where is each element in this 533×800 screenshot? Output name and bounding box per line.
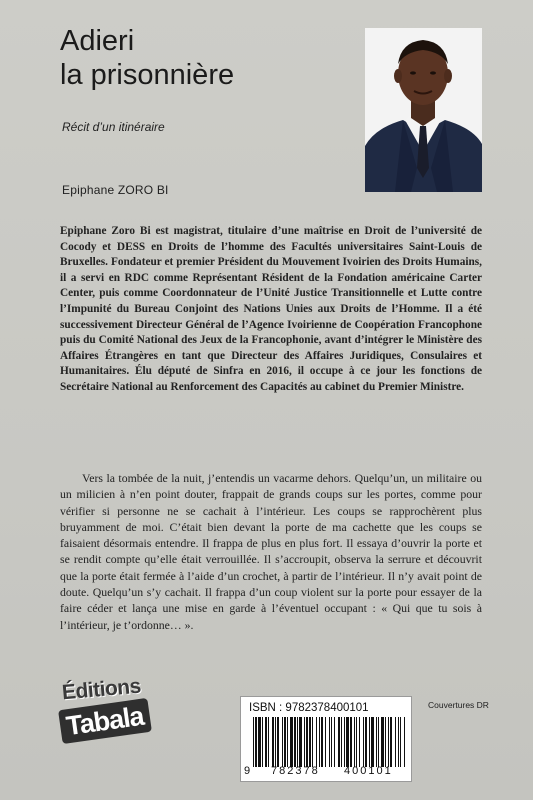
author-portrait-image [365, 28, 482, 192]
publisher-logo-line-1: Éditions [61, 674, 142, 705]
barcode-icon [253, 717, 405, 767]
author-name: Epiphane ZORO BI [62, 183, 169, 197]
book-title-line-2: la prisonnière [60, 59, 235, 91]
barcode-digits [241, 765, 413, 779]
cover-credits: Couvertures DR [428, 700, 489, 710]
publisher-logo [58, 674, 162, 758]
barcode-digit-group-1: 782378 [271, 765, 320, 777]
isbn-barcode-box [240, 696, 412, 782]
barcode-digit-first: 9 [244, 765, 251, 777]
book-excerpt: Vers la tombée de la nuit, j’entendis un vacarme dehors. Quelqu’un, un militaire ou un milicien à n’en point douter, frappait de grands coups sur les portes, comme pour vérifier si personne ne se cachait à l’intérieur. Les coups se rapprochèrent plus bruyamment de moi. C’était bien devant la porte de ma cachette que les coups se faisaient désormais entendre. Il frappa de plus en plus fort. Il essaya d’ouvrir la porte et se rendit compte qu’elle était verrouillée. Il s’accroupit, observa la serrure et découvrit que la porte était fermée à l’aide d’un crochet, à partir de l’intérieur. Il n’y avait point de doute. Quelqu’un s’y cachait. Il frappa d’un coup violent sur la porte pour essayer de la faire céder et lança une mise en garde à l’éventuel occupant : « Qui que tu sois à l’intérieur, je t’ordonne… ». [60, 471, 482, 632]
book-subtitle: Récit d’un itinéraire [62, 120, 165, 134]
author-portrait [365, 28, 482, 192]
barcode-digit-group-2: 400101 [344, 765, 393, 777]
book-title [60, 24, 234, 92]
publisher-logo-line-2: Tabala [58, 698, 151, 744]
book-title-line-1: Adieri [60, 25, 135, 57]
author-biography: Epiphane Zoro Bi est magistrat, titulaire d’une maîtrise en Droit de l’université de Cocody et DESS en Droits de l’homme des Facultés universitaires Saint-Louis de Bruxelles. Fondateur et premier Président du Mouvement Ivoirien des Droits Humains, il a servi en RDC comme Représentant Résident de la Fondation américaine Carter Center, puis comme Coordonnateur de l’Unité Justice Transitionnelle et Lutte contre l’Impunité du Bureau Conjoint des Nations Unies aux Droits de l’Homme. Il a été successivement Directeur Général de l’Agence Ivoirienne de Coopération Francophone puis du Comité National des Jeux de la Francophonie, avant d’intégrer le Ministère des Affaires Étrangères en tant que Directeur des Affaires Juridiques, Consulaires et Humanitaires. Élu député de Sinfra en 2016, il occupe à ce jour les fonctions de Secrétaire National au Renforcement des Capacités au cabinet du Premier Ministre. [60, 225, 482, 393]
isbn-label: ISBN : 9782378400101 [249, 702, 369, 714]
